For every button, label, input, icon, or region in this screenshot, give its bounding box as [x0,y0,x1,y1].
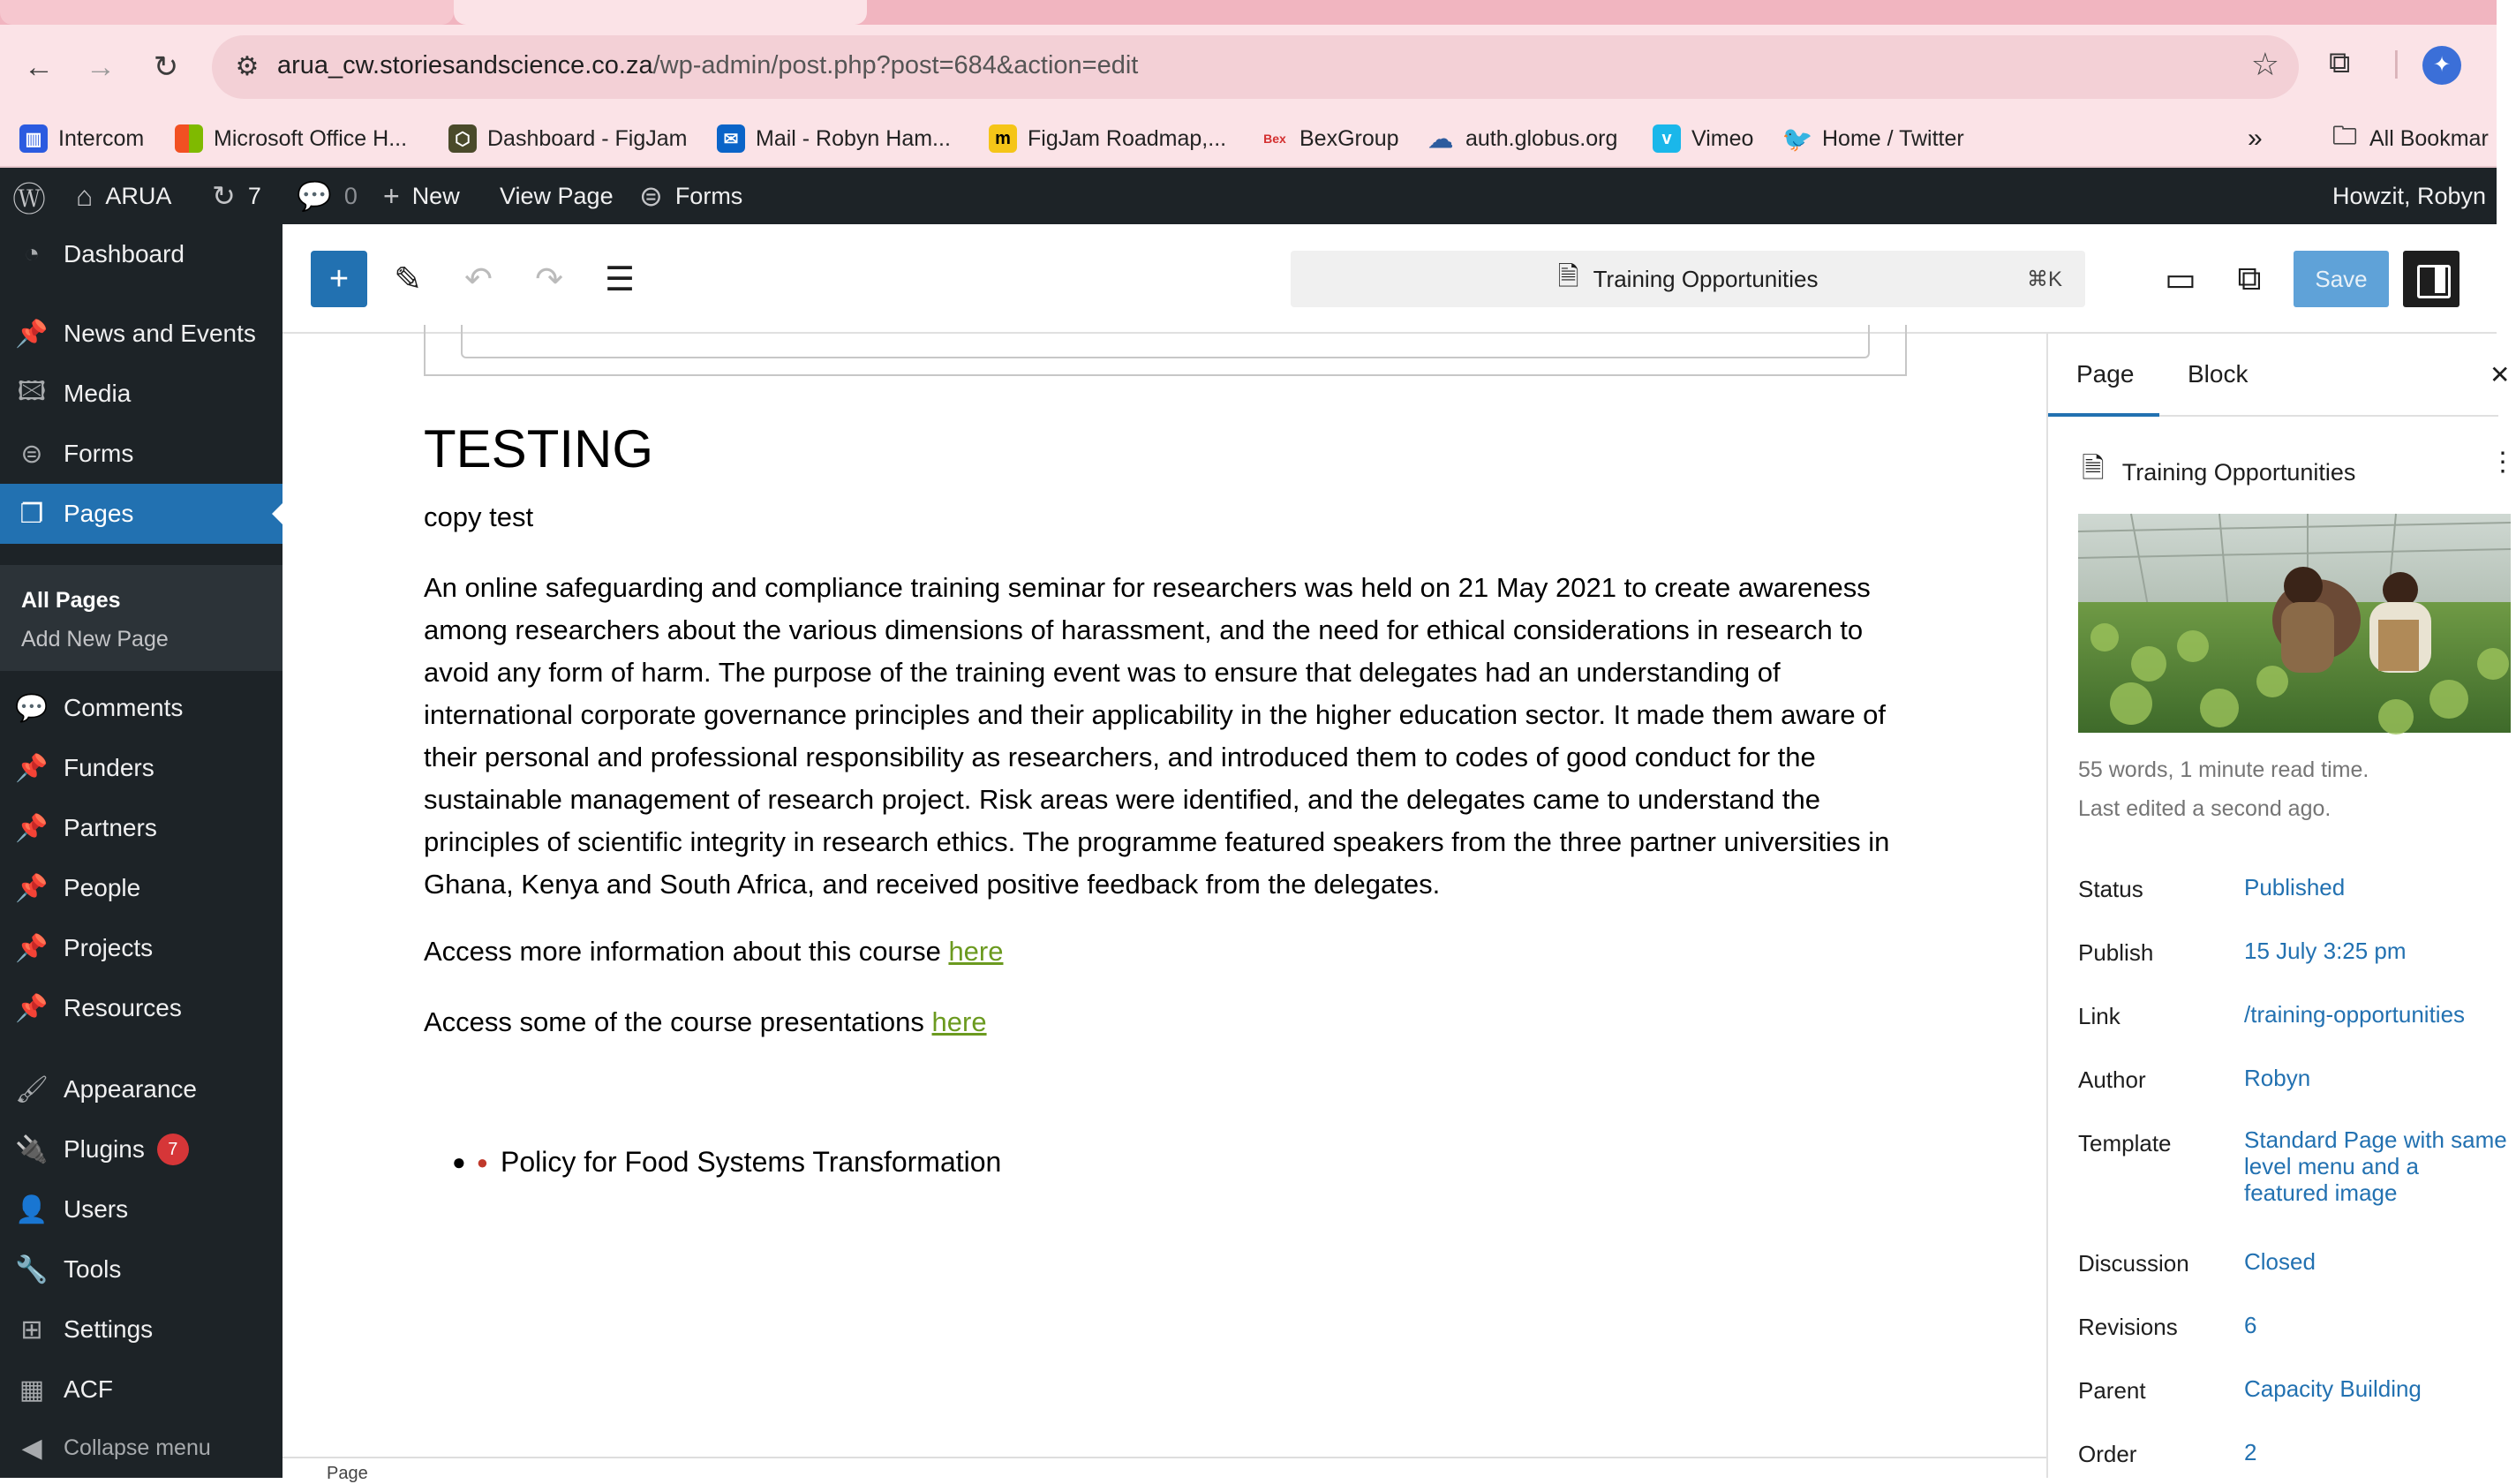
sidebar-item-partners[interactable]: 📌 Partners [15,813,157,843]
close-icon[interactable]: ✕ [2490,361,2511,388]
author-label: Author [2078,1066,2146,1093]
sidebar-item-media[interactable]: 🖾 Media [0,364,282,424]
comments-link[interactable]: 💬 0 [297,180,358,212]
bookmark-vimeo[interactable]: v Vimeo [1653,122,1753,155]
greenhouse-photo [2078,514,2511,733]
bookmark-bexgroup[interactable]: Bex BexGroup [1261,122,1399,155]
submenu-add-new-page[interactable]: Add New Page [21,627,169,652]
last-edited: Last edited a second ago. [2078,796,2331,821]
comment-icon: 💬 [297,180,332,212]
sidebar-item-settings[interactable]: ⊞ Settings [0,1299,282,1360]
browser-tab-active[interactable] [454,0,867,25]
miro-icon: m [989,124,1017,153]
redo-icon[interactable]: ↷ [535,260,563,298]
previous-block[interactable] [424,325,1907,376]
address-bar[interactable] [212,35,2299,99]
settings-sidebar [2046,334,2516,1478]
bookmarks-bar [0,109,2497,168]
media-icon: 🖾 [17,376,47,406]
document-title: Training Opportunities [1593,265,1819,292]
wrench-icon: 🔧 [15,1254,49,1284]
publish-label: Publish [2078,939,2154,966]
home-icon: ⌂ [76,179,94,212]
bookmark-globus[interactable]: ☁ auth.globus.org [1428,124,1618,153]
breadcrumb-page[interactable]: Page [327,1464,368,1483]
template-value[interactable]: Standard Page with same level menu and a featured image [2244,1126,2507,1206]
info-here-link[interactable]: here [948,936,1004,967]
bookmark-figjam-roadmap[interactable]: m FigJam Roadmap,... [989,122,1226,155]
access-info-paragraph[interactable]: Access more information about this course here [424,936,1004,967]
sidebar-item-appearance[interactable]: 🖌 Appearance [14,1074,198,1104]
pages-icon: ❐ [19,499,44,529]
dashboard-icon: ◔ [23,239,41,268]
new-content-link[interactable]: + New [383,179,460,212]
heading-block[interactable]: TESTING [424,419,654,478]
copy-paragraph[interactable]: copy test [424,501,534,532]
browser-toolbar [0,25,2497,109]
tab-block[interactable]: Block [2188,360,2249,388]
presentations-here-link[interactable]: here [931,1006,987,1037]
reload-icon[interactable]: ↻ [153,50,179,84]
featured-image[interactable] [2078,514,2511,733]
discussion-label: Discussion [2078,1250,2189,1277]
site-name[interactable]: ⌂ ARUA [76,179,172,212]
order-value[interactable]: 2 [2244,1439,2257,1465]
forward-icon[interactable]: → [86,49,116,84]
globus-icon: ☁ [1428,124,1453,153]
sidebar-item-funders[interactable]: 📌 Funders [15,753,154,783]
pin-icon: 📌 [15,993,49,1023]
acf-icon: ▦ [19,1375,45,1405]
forms-icon: ⊜ [20,439,43,469]
divider: | [2392,46,2400,79]
collapse-menu-button[interactable]: ◀ Collapse menu [0,1418,282,1478]
settings-panel-toggle-icon[interactable] [2403,251,2460,307]
microsoft-icon [175,124,203,153]
bookmark-intercom[interactable]: ▥ Intercom [19,122,144,155]
page-icon: 🗎 [2082,452,2105,484]
bex-icon: Bex [1263,132,1286,146]
tab-page[interactable]: Page [2076,360,2135,388]
forms-link[interactable]: ⊜ Forms [639,180,743,212]
sidebar-item-users[interactable]: 👤 Users [15,1194,129,1224]
browser-tab[interactable] [0,0,454,25]
view-page-link[interactable]: View Page [500,182,614,209]
block-breadcrumb [282,1457,2046,1483]
folder-icon: 🗀 [2331,122,2357,149]
twitter-icon: 🐦 [1782,124,1813,153]
plugin-icon: 🔌 [15,1134,49,1164]
editor-canvas[interactable] [282,334,2046,1457]
plugins-update-badge: 7 [157,1134,189,1165]
url-text[interactable]: arua_cw.storiesandscience.co.za/wp-admin/post.php?post=684&action=edit [277,51,1139,79]
pin-icon: 📌 [15,319,49,349]
sidebar-item-dashboard[interactable]: ◔ Dashboard [0,224,282,284]
more-options-icon[interactable]: ⋮ [2490,448,2516,477]
author-value[interactable]: Robyn [2244,1065,2311,1091]
pin-icon: 📌 [15,753,49,783]
parent-label: Parent [2078,1377,2146,1404]
template-label: Template [2078,1130,2172,1156]
sidebar-item-pages[interactable]: ❐ Pages [0,484,282,544]
edit-tool-icon[interactable]: ✎ [394,260,422,298]
revisions-value[interactable]: 6 [2244,1312,2257,1338]
browser-tab-strip [0,0,2497,25]
plus-icon: + [383,179,400,212]
shield-icon: ⬡ [448,124,477,153]
updates-icon: ↻ [212,180,236,212]
bookmark-microsoft[interactable]: Microsoft Office H... [175,122,407,155]
sidebar-item-plugins[interactable]: 🔌 Plugins 7 [0,1119,282,1179]
collapse-icon: ◀ [21,1433,42,1463]
pin-icon: 📌 [15,873,49,903]
wordpress-logo-icon[interactable]: Ⓦ [12,181,47,219]
intercom-icon: ▥ [19,124,48,153]
discussion-value[interactable]: Closed [2244,1248,2316,1275]
pin-icon: 📌 [15,933,49,963]
page-icon: 🗎 [1557,261,1579,291]
publish-date-value[interactable]: 15 July 3:25 pm [2244,938,2407,964]
brush-icon: 🖌 [14,1074,49,1104]
sidebar-item-projects[interactable]: 📌 Projects [15,933,154,963]
view-page-external-icon[interactable]: ⧉ [2237,260,2262,298]
undo-icon[interactable]: ↶ [464,260,493,298]
save-button[interactable]: Save [2294,251,2389,307]
link-label: Link [2078,1003,2121,1029]
permalink-value[interactable]: /training-opportunities [2244,1001,2466,1028]
updates-link[interactable]: ↻ 7 [212,180,261,212]
all-bookmarks[interactable]: 🗀 All Bookmar [2331,122,2489,155]
active-tab-indicator [2048,413,2159,417]
site-settings-icon[interactable]: ⚙ [235,52,260,81]
back-icon[interactable]: ← [24,49,54,84]
admin-sidebar [0,224,282,1478]
panel-document-title: 🗎 Training Opportunities [2082,448,2355,496]
bullet-icon: ● [476,1150,489,1173]
vimeo-icon: v [1653,124,1681,153]
extensions-icon[interactable]: ⧉ [2329,46,2351,79]
revisions-label: Revisions [2078,1314,2178,1340]
preview-device-icon[interactable]: ▭ [2165,260,2196,298]
command-shortcut: ⌘K [2026,267,2062,291]
sidebar-item-forms[interactable]: ⊜ Forms [0,424,282,484]
more-bookmarks-icon[interactable]: » [2248,124,2263,153]
sidebar-item-people[interactable]: 📌 People [15,873,141,903]
bullet-icon: ● [452,1149,466,1175]
sidebar-item-acf[interactable]: ▦ ACF [0,1360,282,1420]
sidebar-item-tools[interactable]: 🔧 Tools [15,1254,122,1284]
submenu-all-pages[interactable]: All Pages [21,588,121,613]
profile-avatar[interactable]: ✦ [2422,46,2461,85]
sidebar-item-comments[interactable]: 💬 Comments [15,693,184,723]
sidebar-item-news-and-events[interactable]: 📌 News and Events [15,319,256,349]
settings-icon: ⊞ [20,1315,43,1345]
add-block-button[interactable]: + [311,251,367,307]
parent-value[interactable]: Capacity Building [2244,1375,2422,1402]
status-label: Status [2078,876,2143,902]
status-value[interactable]: Published [2244,874,2346,900]
wp-admin-bar [0,168,2497,224]
bookmark-figjam-dashboard[interactable]: ⬡ Dashboard - FigJam [448,122,687,155]
bookmark-star-icon[interactable]: ☆ [2250,46,2279,82]
access-presentations-paragraph[interactable]: Access some of the course presentations here [424,1006,987,1037]
document-title-bar[interactable] [1291,251,2085,307]
bookmark-twitter[interactable]: 🐦 Home / Twitter [1782,124,1964,153]
body-paragraph[interactable]: An online safeguarding and compliance training seminar for researchers was held on 21 May 2021 to create awareness among researchers about the various dimensions of harassment, and the need for ethical considerations in research to avoid any form of harm. The purpose of the training event was to ensure that delegates had an understanding of international corporate governance principles and their applicability in the higher education sector. It made them aware of their personal and professional responsibility as researchers, and introduced them to codes of good conduct for the sustainable management of research project. Risk areas were identified, and the delegates came to understand the principles of scientific integrity in research ethics. The programme featured speakers from the three partner universities in Ghana, Kenya and South Africa, and received positive feedback from the delegates. [424,572,1890,900]
sidebar-item-resources[interactable]: 📌 Resources [15,993,182,1023]
account-greeting[interactable]: Howzit, Robyn [2332,182,2487,209]
users-icon: 👤 [15,1194,49,1224]
outlook-icon: ✉ [717,124,745,153]
document-overview-icon[interactable]: ☰ [604,260,636,298]
order-label: Order [2078,1441,2137,1467]
word-count: 55 words, 1 minute read time. [2078,757,2369,782]
forms-icon: ⊜ [639,180,663,212]
pin-icon: 📌 [15,813,49,843]
bookmark-mail[interactable]: ✉ Mail - Robyn Ham... [717,122,951,155]
editor-toolbar [282,224,2497,334]
pages-submenu [0,565,282,671]
list-item[interactable]: ● ● Policy for Food Systems Transformation [452,1146,1002,1178]
comments-icon: 💬 [15,693,49,723]
